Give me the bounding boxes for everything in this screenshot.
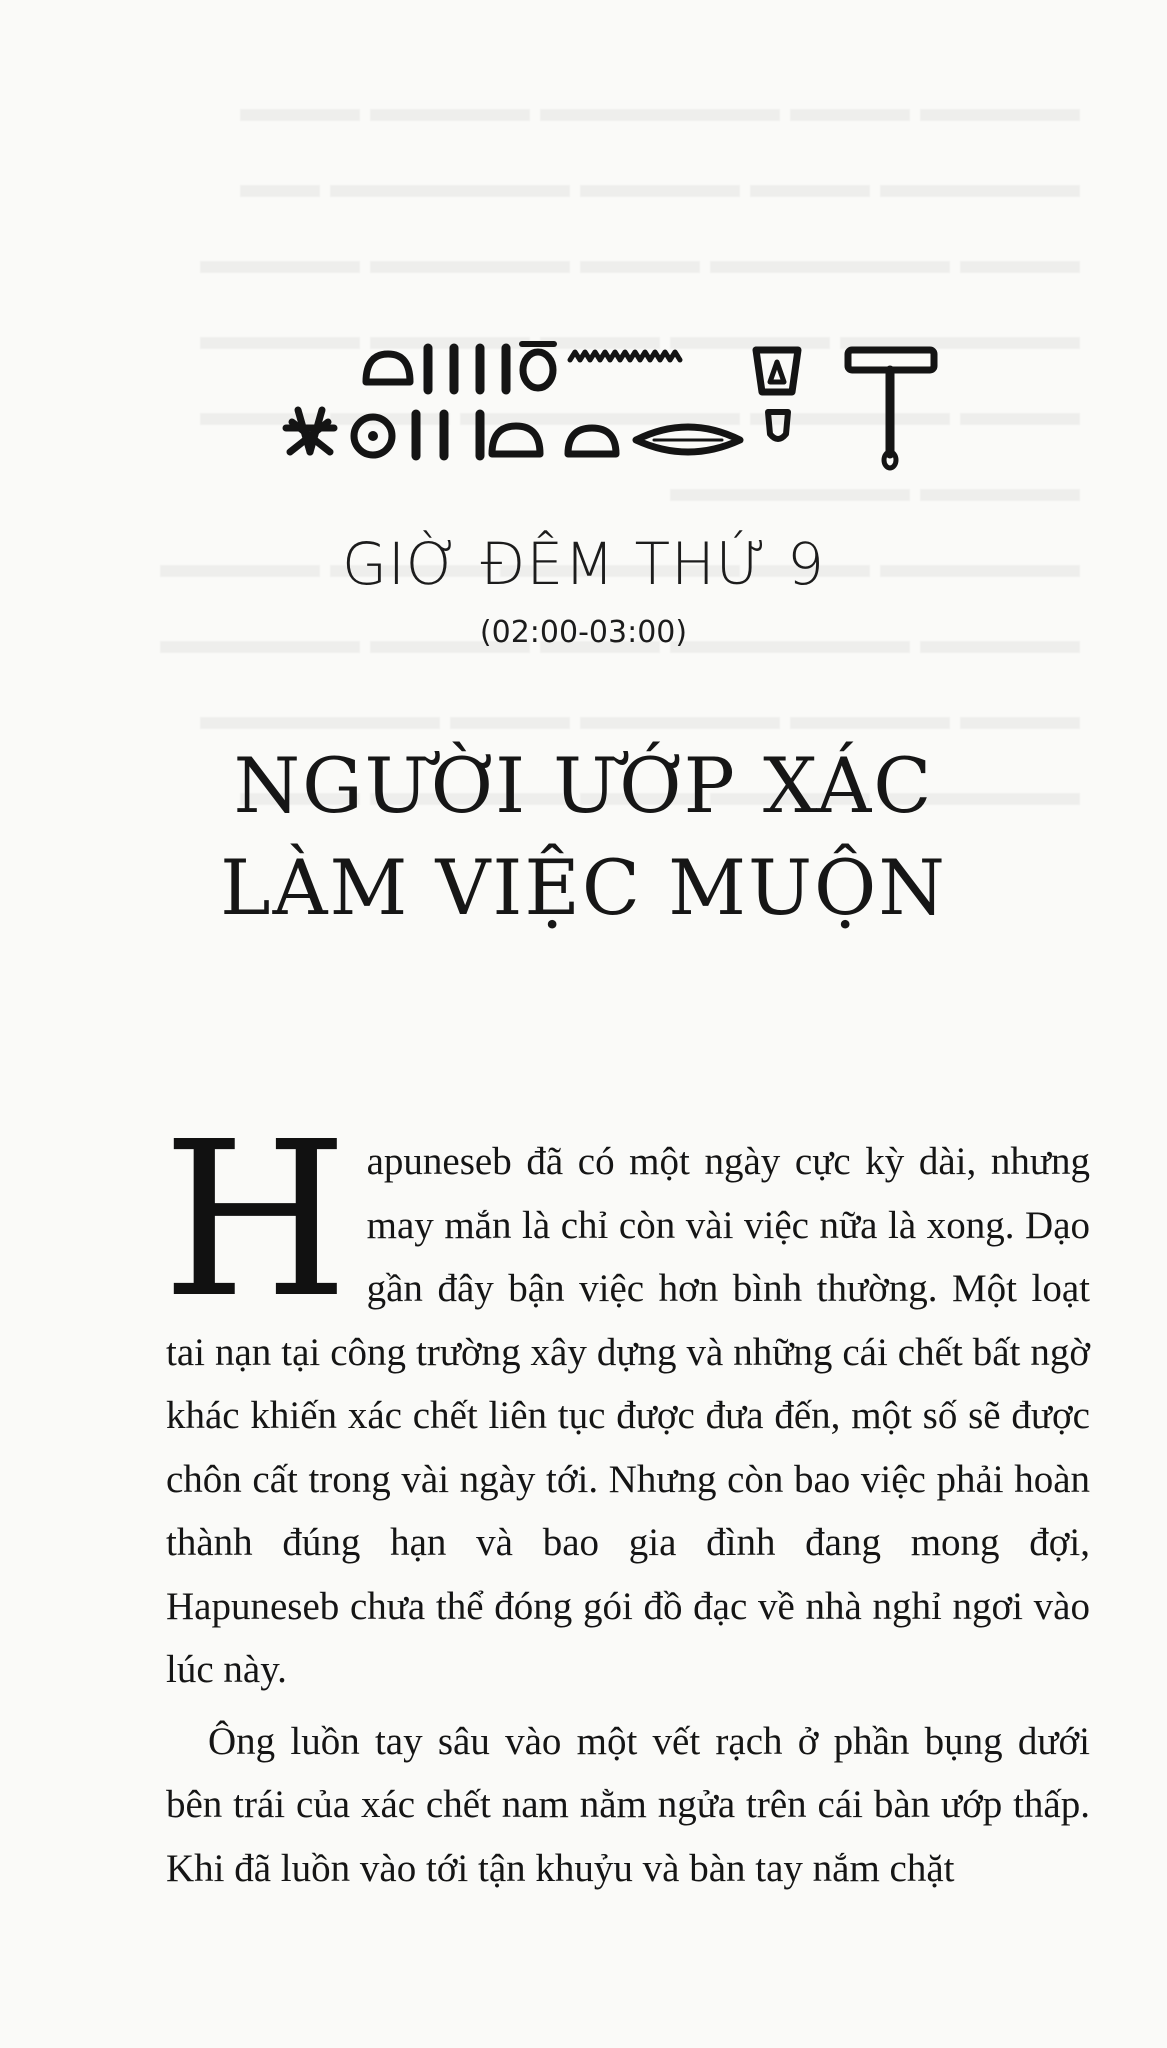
hour-title: GIỜ ĐÊM THỨ 9 bbox=[341, 530, 826, 598]
chapter-title-line-2: LÀM VIỆC MUỘN bbox=[220, 843, 947, 932]
drop-cap: H bbox=[162, 1096, 349, 1345]
paragraph-1-text: apuneseb đã có một ngày cực kỳ dài, nhưng may mắn là chỉ còn vài việc nữa là xong. Dạo gần đây bận việc hơn bình thường. Một loạt tai nạn tại công trường xây dựng và những cái chết bất ngờ khác khiến xác chết liên tục được đưa đến, một số sẽ được chôn cất trong vài ngày tới. Nhưng còn bao việc phải hoàn thành đúng hạn và bao gia đình đang mong đợi, Hapuneseb chưa thể đóng gói đồ đạc về nhà nghỉ ngơi vào lúc này. bbox=[166, 1140, 1090, 1691]
paragraph-1 bbox=[162, 1096, 1090, 1702]
body-text bbox=[162, 1096, 1090, 1900]
chapter-title-line-1: NGƯỜI ƯỚP XÁC bbox=[233, 741, 934, 830]
chapter-title bbox=[0, 735, 1167, 939]
hour-range: (02:00-03:00) bbox=[479, 615, 688, 650]
egyptian-hieroglyph-icon bbox=[278, 336, 958, 486]
paragraph-2: Ông luồn tay sâu vào một vết rạch ở phần bụng dưới bên trái của xác chết nam nằm ngửa trên cái bàn ướp thấp. Khi đã luồn vào tới tận khuỷu và bàn tay nắm chặt bbox=[166, 1719, 1090, 1890]
